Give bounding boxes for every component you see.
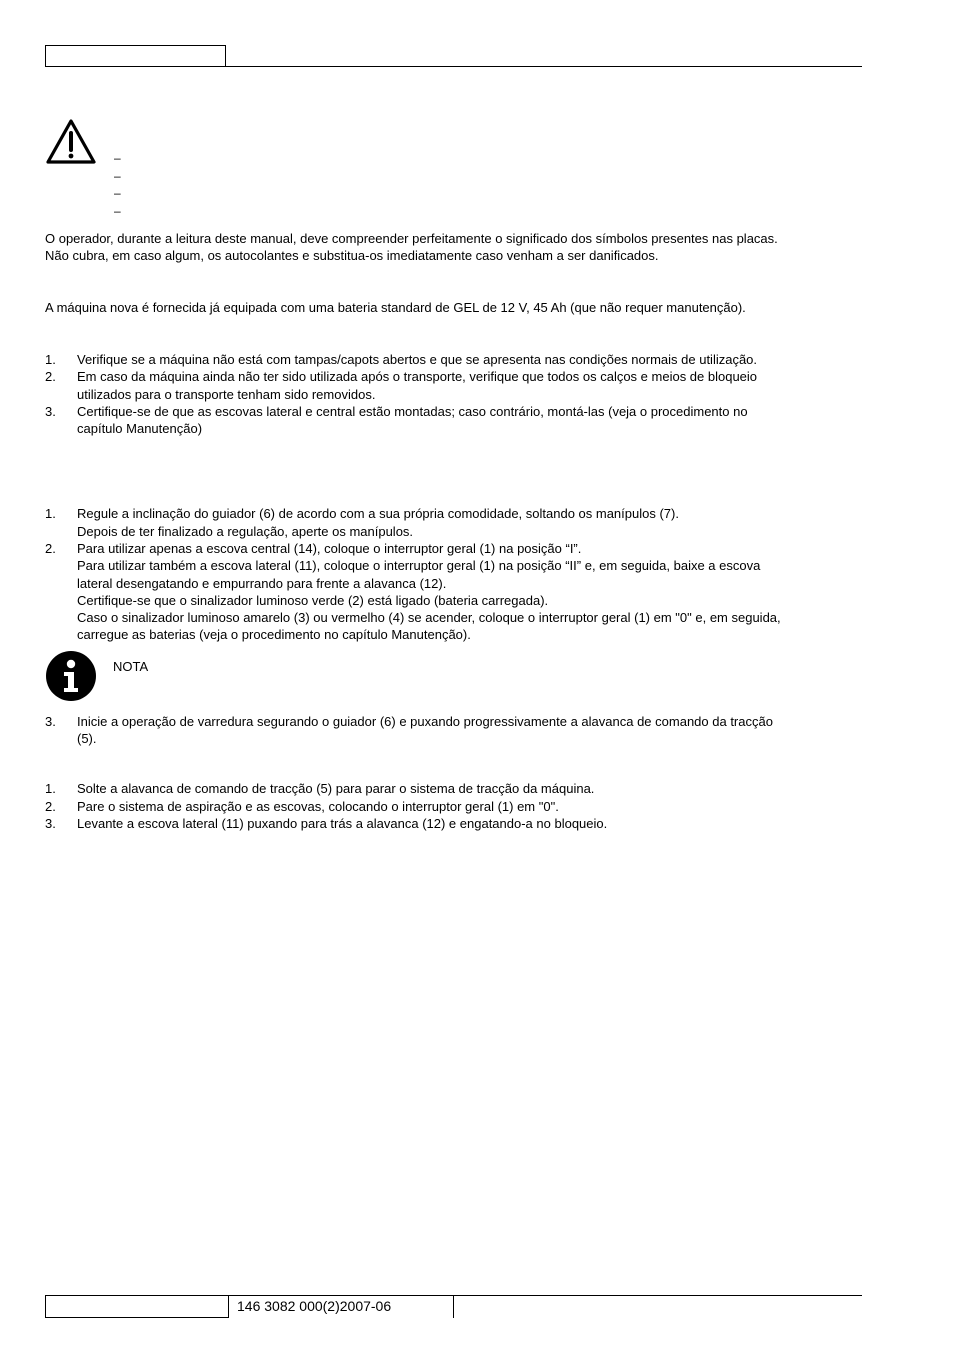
note-label: NOTA bbox=[113, 659, 149, 674]
list-item-text: carregue as baterias (veja o procedimento no capítulo Manutenção). bbox=[77, 627, 471, 642]
list-item-text: Verifique se a máquina não está com tampas/capots abertos e que se apresenta nas condições normais de utilização. bbox=[77, 352, 758, 367]
symbols-paragraph-line: Não cubra, em caso algum, os autocolantes e substitua-os imediatamente caso venham a ser danificados. bbox=[45, 248, 659, 263]
list-item-number: 1. bbox=[45, 352, 56, 367]
list-item-text: Regule a inclinação do guiador (6) de acordo com a sua própria comodidade, soltando os manípulos (7). bbox=[77, 506, 679, 521]
footer-divider bbox=[453, 1295, 454, 1318]
list-item-number: 2. bbox=[45, 541, 56, 556]
list-item-text: Levante a escova lateral (11) puxando para trás a alavanca (12) e engatando-a no bloqueio. bbox=[77, 816, 608, 831]
list-item-text: capítulo Manutenção) bbox=[77, 421, 203, 436]
header-rule bbox=[45, 66, 862, 67]
list-item-number: 3. bbox=[45, 714, 56, 729]
document-code: 146 3082 000(2)2007-06 bbox=[237, 1298, 392, 1314]
list-item-text: utilizados para o transporte tenham sido removidos. bbox=[77, 387, 376, 402]
list-item-number: 1. bbox=[45, 506, 56, 521]
list-item-text: Depois de ter finalizado a regulação, aperte os manípulos. bbox=[77, 524, 414, 539]
list-item-text: Para utilizar apenas a escova central (14), coloque o interruptor geral (1) na posição “I”. bbox=[77, 541, 582, 556]
list-item-text: Inicie a operação de varredura segurando o guiador (6) e puxando progressivamente a alavanca de comando da tracção bbox=[77, 714, 773, 729]
list-item-number: 2. bbox=[45, 799, 56, 814]
list-item-text: Certifique-se de que as escovas lateral e central estão montadas; caso contrário, montá-las (veja o procedimento no bbox=[77, 404, 748, 419]
battery-paragraph: A máquina nova é fornecida já equipada com uma bateria standard de GEL de 12 V, 45 Ah (que não requer manutenção). bbox=[45, 300, 746, 315]
list-item-text: Solte a alavanca de comando de tracção (5) para parar o sistema de tracção da máquina. bbox=[77, 781, 595, 796]
symbols-paragraph-line: O operador, durante a leitura deste manual, deve compreender perfeitamente o significado dos símbolos presentes nas placas. bbox=[45, 231, 778, 246]
list-item-text: Pare o sistema de aspiração e as escovas, colocando o interruptor geral (1) em "0". bbox=[77, 799, 559, 814]
list-item-text: Em caso da máquina ainda não ter sido utilizada após o transporte, verifique que todos os calços e meios de bloqueio bbox=[77, 369, 758, 384]
warning-dash: – bbox=[114, 169, 121, 183]
list-item-text: lateral desengatando e empurrando para frente a alavanca (12). bbox=[77, 576, 447, 591]
list-item-number: 3. bbox=[45, 404, 56, 419]
list-item-text: Certifique-se que o sinalizador luminoso verde (2) está ligado (bateria carregada). bbox=[77, 593, 549, 608]
warning-triangle-icon bbox=[45, 118, 95, 168]
list-item-text: (5). bbox=[77, 731, 97, 746]
list-item-text: Caso o sinalizador luminoso amarelo (3) ou vermelho (4) se acender, coloque o interruptor geral (1) em "0" e, em seguida, bbox=[77, 610, 781, 625]
list-item-number: 1. bbox=[45, 781, 56, 796]
list-item-number: 3. bbox=[45, 816, 56, 831]
warning-dash: – bbox=[114, 204, 121, 218]
warning-dash: – bbox=[114, 186, 121, 200]
footer-box bbox=[45, 1295, 229, 1318]
list-item-number: 2. bbox=[45, 369, 56, 384]
list-item-text: Para utilizar também a escova lateral (11), coloque o interruptor geral (1) na posição “II” e, em seguida, baixe a escova bbox=[77, 558, 761, 573]
info-icon bbox=[45, 650, 95, 700]
header-box bbox=[45, 45, 226, 66]
warning-dash: – bbox=[114, 151, 121, 165]
